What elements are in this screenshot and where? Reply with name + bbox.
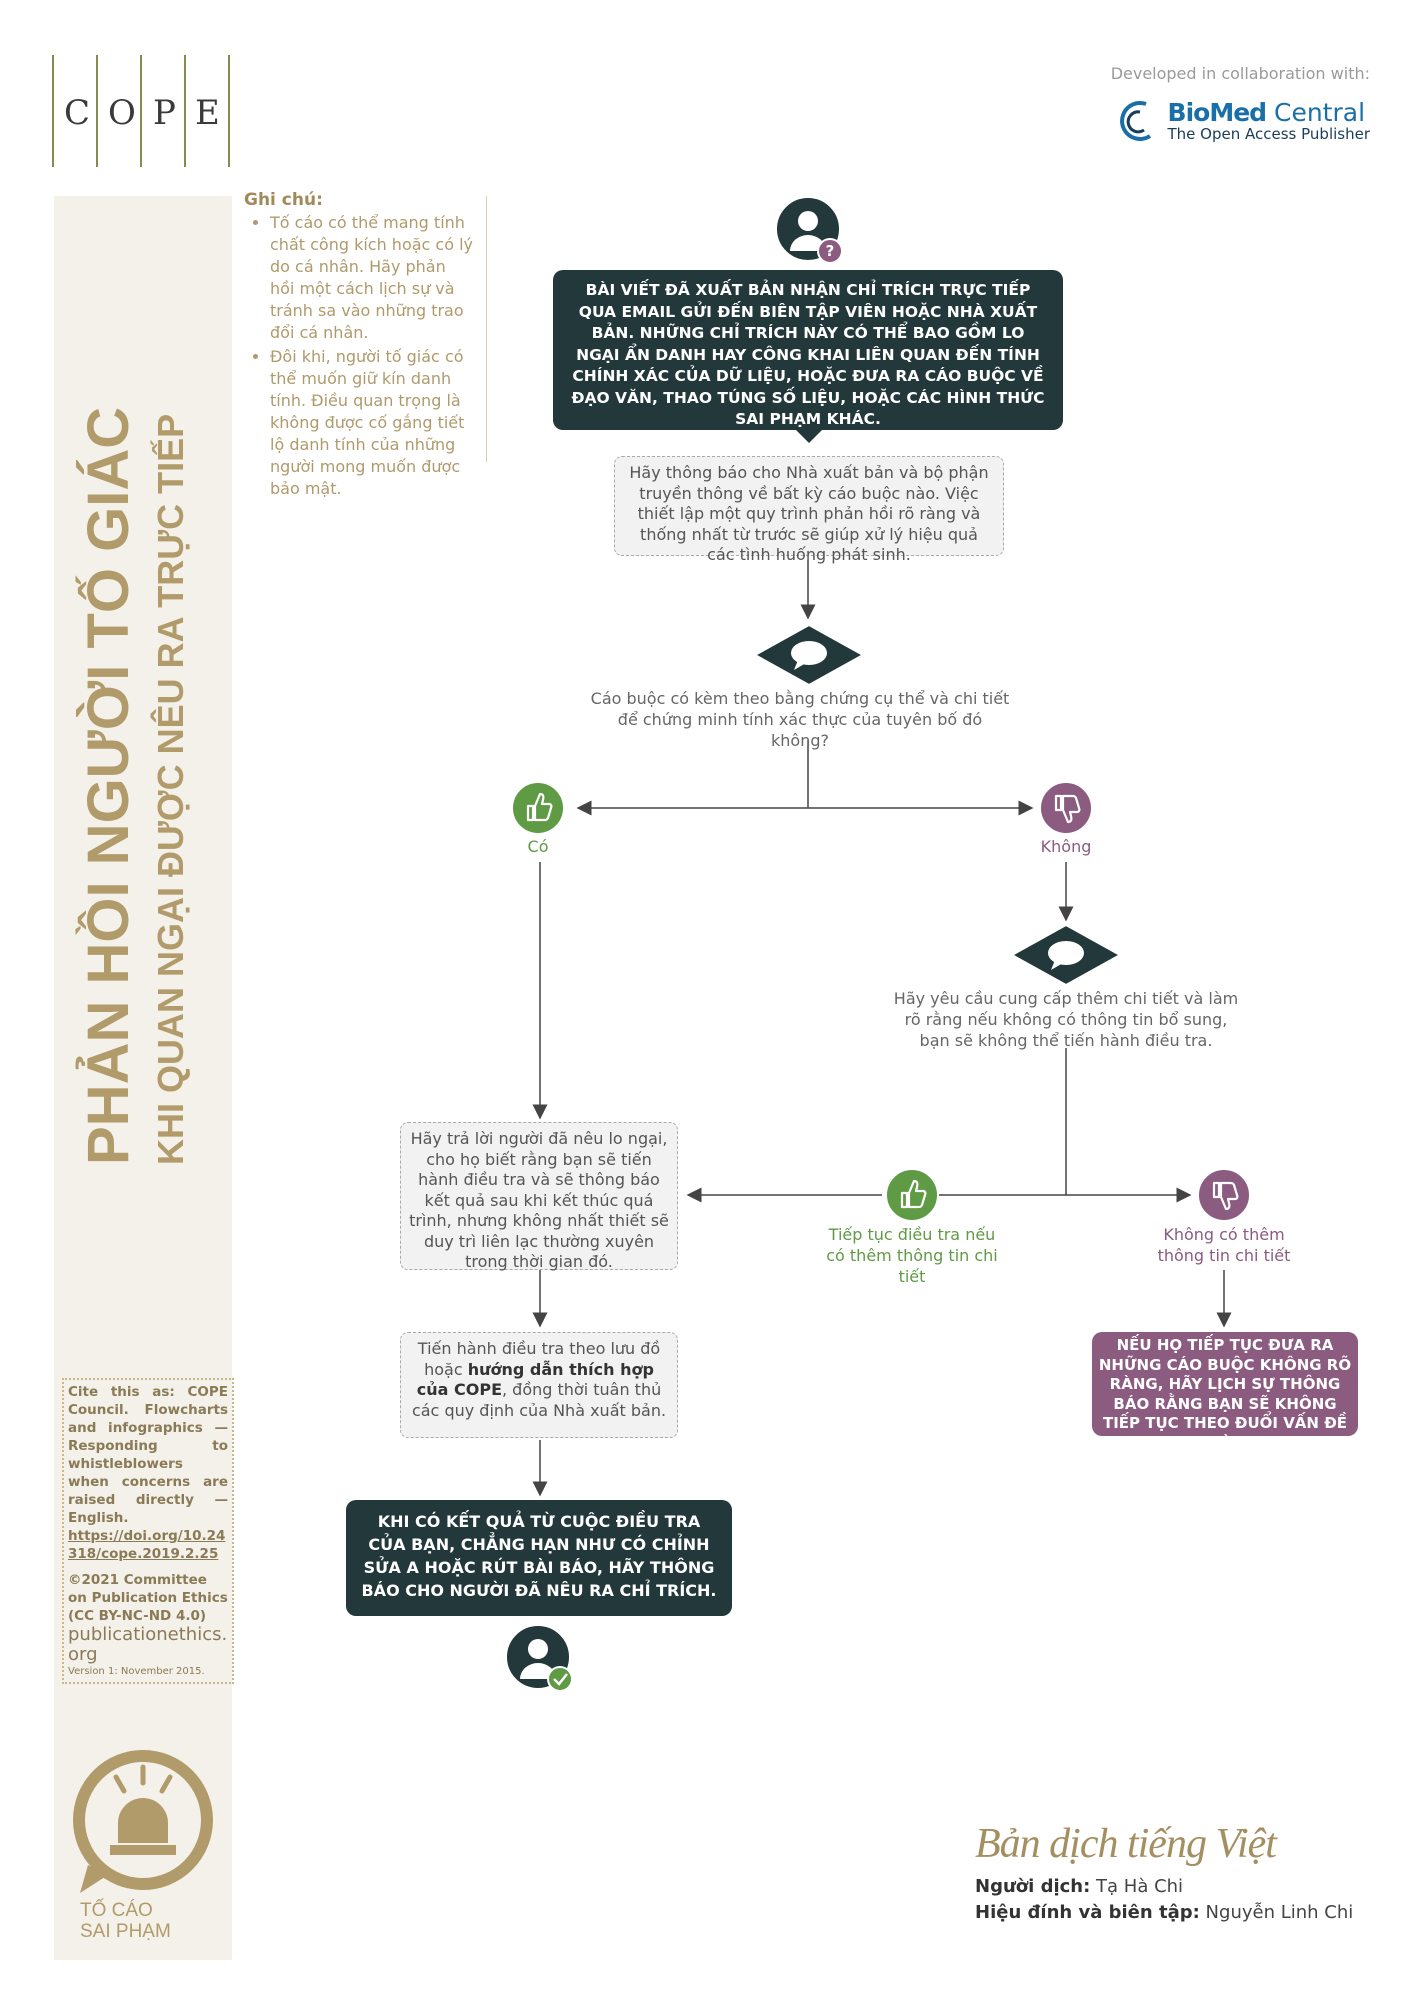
note-item: • Tố cáo có thể mang tính chất công kích hoặc có lý do cá nhân. Hãy phản hồi một cách lịch sự và tránh sa vào những trao đổi cá nhân. <box>270 212 474 344</box>
siren-icon <box>68 1745 218 1895</box>
no-label: Không <box>1040 837 1092 856</box>
svg-text:?: ? <box>825 242 835 260</box>
start-box-pointer <box>796 430 822 444</box>
editor-name: Nguyễn Linh Chi <box>1205 1902 1354 1923</box>
start-box: BÀI VIẾT ĐÃ XUẤT BẢN NHẬN CHỈ TRÍCH TRỰC TIẾP QUA EMAIL GỬI ĐẾN BIÊN TẬP VIÊN HOẶC NHÀ XUẤT BẢN. NHỮNG CHỈ TRÍCH NÀY CÓ THỂ BAO GỒM LO NGẠI ẨN DANH HAY CÔNG KHAI LIÊN QUAN ĐẾN TÍNH CHÍNH XÁC CỦA DỮ LIỆU, HOẶC ĐƯA RA CÁO BUỘC VỀ ĐẠO VĂN, THAO TÚNG SỐ LIỆU, HOẶC CÁC HÌNH THỨC SAI PHẠM KHÁC. <box>553 270 1063 430</box>
decision-diamond <box>754 624 864 686</box>
partner-tagline: The Open Access Publisher <box>1167 125 1370 143</box>
investigate-box <box>400 1332 678 1438</box>
yes-label: Có <box>527 837 549 856</box>
thumbs-down-icon <box>1038 780 1094 836</box>
notes-divider <box>486 196 487 462</box>
reply-box: Hãy trả lời người đã nêu lo ngại, cho họ biết rằng bạn sẽ tiến hành điều tra và sẽ thông báo kết quả sau khi kết thúc quá trình, nhưng không nhất thiết sẽ duy trì liên lạc thường xuyên trong thời gian đó. <box>400 1122 678 1270</box>
investigate-text: Tiến hành điều tra theo lưu đồ hoặc <box>417 1339 661 1379</box>
translator-label: Người dịch: <box>975 1876 1091 1897</box>
logo-letter: C <box>64 93 91 133</box>
license-text: (CC BY-NC-ND 4.0) <box>68 1608 207 1624</box>
no-more-label: Không có thêm thông tin chi tiết <box>1157 1225 1291 1265</box>
inform-box: Hãy thông báo cho Nhà xuất bản và bộ phận truyền thông về bất kỳ cáo buộc nào. Việc thiết lập một quy trình phản hồi rõ ràng và thống nhất từ trước sẽ giúp xử lý hiệu quả các tình huống phát sinh. <box>614 456 1004 556</box>
category-line: TỐ CÁO <box>80 1900 153 1921</box>
decision-diamond <box>1011 924 1121 986</box>
logo-letter: P <box>153 93 176 133</box>
collaboration-text: Developed in collaboration with: <box>1110 64 1370 83</box>
cope-guidance-link[interactable]: hướng dẫn thích hợp của COPE <box>416 1359 654 1399</box>
editor-credit <box>975 1902 1353 1923</box>
translation-title: Bản dịch tiếng Việt <box>975 1821 1276 1867</box>
continue-label: Tiếp tục điều tra nếu có thêm thông tin chi tiết <box>826 1225 998 1286</box>
citation-text: Cite this as: COPE Council. Flowcharts and infographics — Responding to whistleblowers when concerns are raised directly — English. <box>68 1384 228 1526</box>
page-title: PHẢN HỒI NGƯỜI TỐ GIÁC <box>76 406 141 1165</box>
citation-box <box>62 1378 234 1684</box>
category-line: SAI PHẠM <box>80 1921 171 1942</box>
translator-name: Tạ Hà Chi <box>1096 1876 1184 1897</box>
notes-title: Ghi chú: <box>244 190 323 210</box>
logo-letter: O <box>108 93 136 133</box>
notes-list <box>244 212 474 502</box>
category-label <box>80 1900 171 1942</box>
logo-letter: E <box>195 93 220 133</box>
note-item: • Đôi khi, người tố giác có thể muốn giữ kín danh tính. Điều quan trọng là không được cố gắng tiết lộ danh tính của những người mong muốn được bảo mật. <box>270 346 474 500</box>
translator-credit <box>975 1876 1183 1897</box>
final-box: KHI CÓ KẾT QUẢ TỪ CUỘC ĐIỀU TRA CỦA BẠN, CHẲNG HẠN NHƯ CÓ CHỈNH SỬA A HOẶC RÚT BÀI BÁO, HÃY THÔNG BÁO CHO NGƯỜI ĐÃ NÊU RA CHỈ TRÍCH. <box>346 1500 732 1616</box>
copyright-text: ©2021 Committee on Publication Ethics <box>68 1572 228 1606</box>
partner-name: Central <box>1266 98 1366 127</box>
thumbs-down-icon <box>1196 1167 1252 1223</box>
ask-more-text: Hãy yêu cầu cung cấp thêm chi tiết và làm rõ rằng nếu không có thông tin bổ sung, bạn sẽ không thể tiến hành điều tra. <box>893 989 1239 1050</box>
site-link[interactable]: publicationethics.org <box>68 1624 228 1665</box>
version-text: Version 1: November 2015. <box>68 1666 205 1677</box>
partner-logo <box>1168 98 1370 143</box>
cope-logo <box>52 55 232 167</box>
investigate-text: , đồng thời tuân thủ các quy định của Nhà xuất bản. <box>411 1380 667 1420</box>
question-1: Cáo buộc có kèm theo bằng chứng cụ thể và chi tiết để chứng minh tính xác thực của tuyên bố đó không? <box>590 689 1010 750</box>
page-subtitle: KHI QUAN NGẠI ĐƯỢC NÊU RA TRỰC TIẾP <box>150 413 191 1165</box>
citation-doi-link[interactable]: https://doi.org/10.24318/cope.2019.2.25 <box>68 1528 226 1562</box>
person-check-icon <box>504 1623 574 1693</box>
person-question-icon <box>774 195 844 265</box>
thumbs-up-icon <box>884 1167 940 1223</box>
biomed-swirl-icon <box>1116 98 1162 144</box>
partner-name-bold: BioMed <box>1167 98 1267 127</box>
thumbs-up-icon <box>510 780 566 836</box>
editor-label: Hiệu đính và biên tập: <box>975 1902 1200 1923</box>
persist-box: NẾU HỌ TIẾP TỤC ĐƯA RA NHỮNG CÁO BUỘC KHÔNG RÕ RÀNG, HÃY LỊCH SỰ THÔNG BÁO RẰNG BẠN SẼ KHÔNG TIẾP TỤC THEO ĐUỔI VẤN ĐỀ NÀY <box>1092 1332 1358 1436</box>
